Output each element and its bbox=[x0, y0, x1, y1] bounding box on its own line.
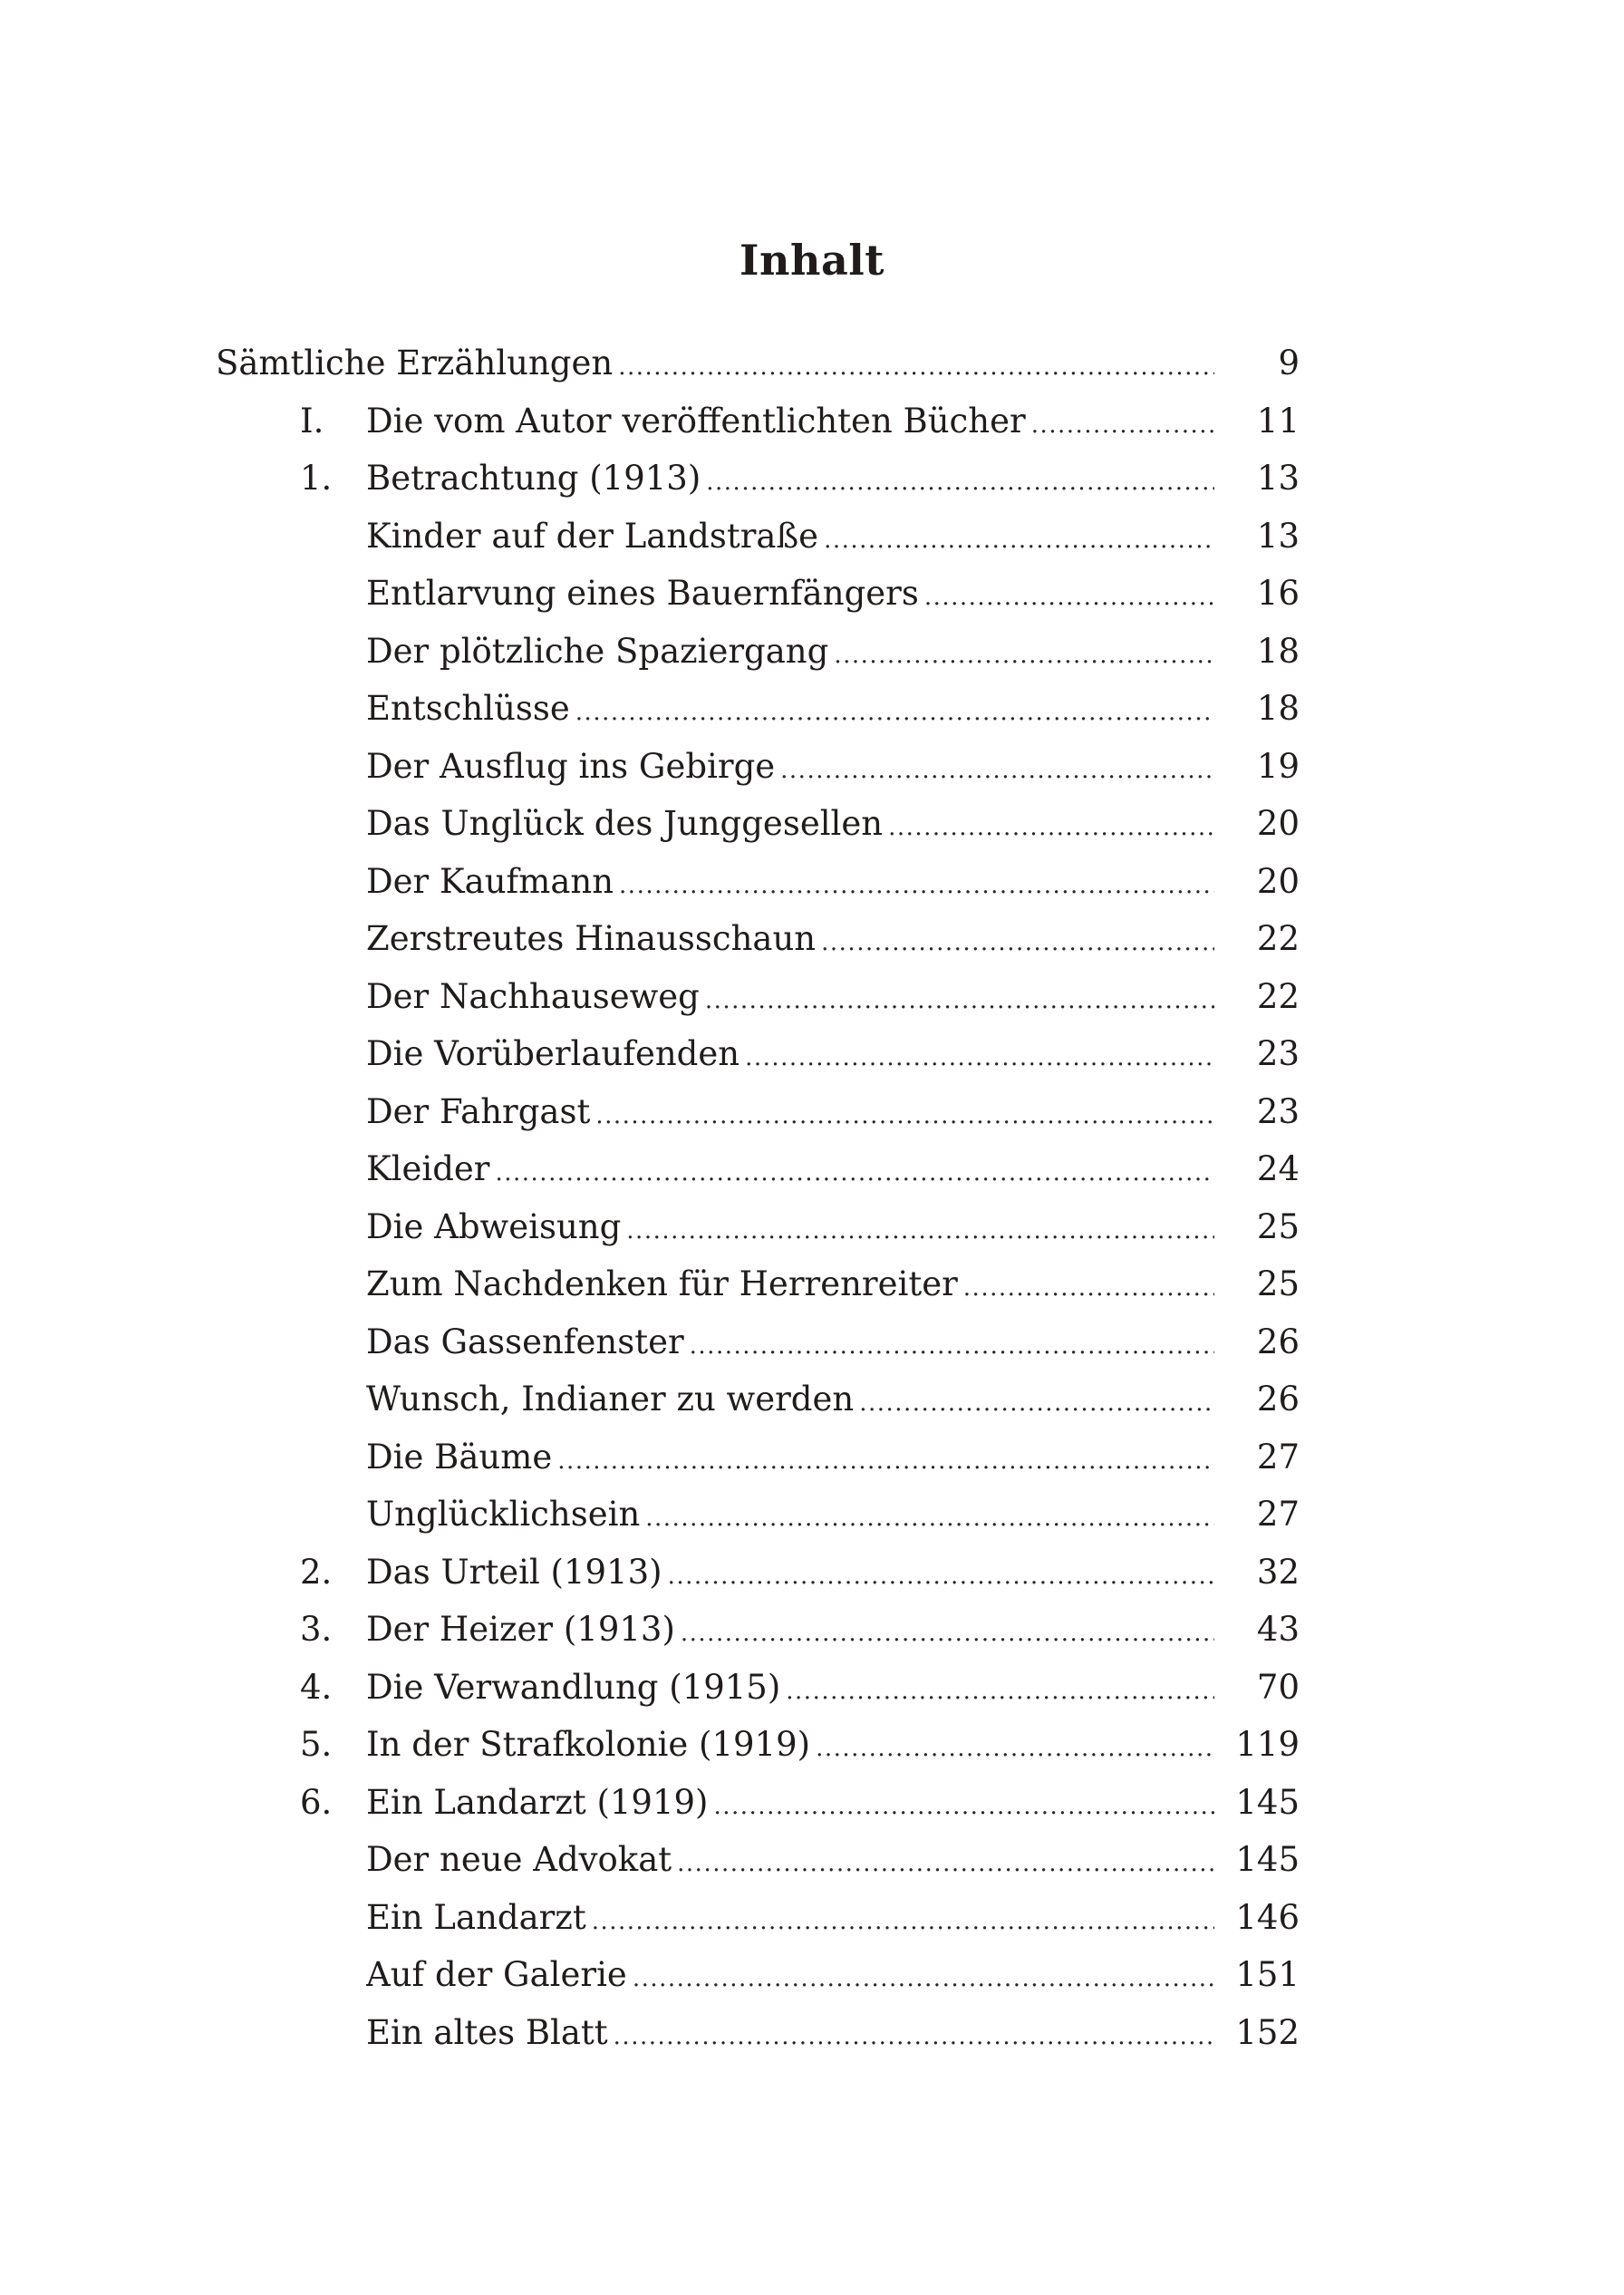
toc-entry-page-number: 27 bbox=[1256, 1495, 1300, 1534]
dot-leader bbox=[834, 633, 1214, 678]
toc-entry-page-number: 13 bbox=[1256, 459, 1300, 498]
dot-leader bbox=[668, 1554, 1214, 1599]
toc-entry[interactable] bbox=[0, 1600, 1624, 1658]
toc-entry-label: Kinder auf der Landstraße bbox=[366, 516, 819, 556]
toc-entry-page-number: 25 bbox=[1256, 1264, 1300, 1303]
dot-leader bbox=[645, 1496, 1214, 1541]
toc-entry-line bbox=[366, 916, 1214, 965]
toc-entry-line bbox=[366, 1205, 1214, 1254]
dot-leader bbox=[495, 1150, 1214, 1196]
toc-entry-number: 6. bbox=[300, 1782, 333, 1822]
toc-entry-label: Die vom Autor veröffentlichten Bücher bbox=[366, 401, 1026, 441]
toc-entry-page-number: 16 bbox=[1256, 574, 1300, 613]
dot-leader bbox=[821, 920, 1214, 965]
toc-entry-line bbox=[366, 686, 1214, 735]
toc-entry-line bbox=[366, 1550, 1214, 1599]
toc-entry[interactable] bbox=[0, 1658, 1624, 1716]
dot-leader bbox=[713, 1784, 1214, 1829]
toc-entry[interactable] bbox=[0, 679, 1624, 737]
toc-entry-page-number: 151 bbox=[1235, 1955, 1300, 1994]
toc-entry-label: Der Kaufmann bbox=[366, 861, 614, 901]
dot-leader bbox=[1031, 402, 1214, 448]
toc-entry-page-number: 19 bbox=[1256, 746, 1300, 786]
toc-entry[interactable] bbox=[0, 1773, 1624, 1831]
dot-leader bbox=[626, 1208, 1214, 1254]
toc-entry-label: Der plötzliche Spaziergang bbox=[366, 631, 829, 671]
toc-entry-label: Entschlüsse bbox=[366, 689, 570, 728]
toc-entry-page-number: 26 bbox=[1256, 1380, 1300, 1419]
toc-entry-label: Ein Landarzt (1919) bbox=[366, 1782, 709, 1822]
toc-entry-label: Der Heizer (1913) bbox=[366, 1610, 675, 1649]
toc-entry[interactable] bbox=[0, 794, 1624, 852]
toc-entry-page-number: 145 bbox=[1235, 1840, 1300, 1879]
dot-leader bbox=[618, 344, 1214, 390]
toc-entry[interactable] bbox=[0, 967, 1624, 1025]
dot-leader bbox=[780, 748, 1214, 793]
toc-entry-line bbox=[366, 1089, 1214, 1138]
toc-entry-page-number: 152 bbox=[1235, 2012, 1300, 2052]
toc-entry[interactable] bbox=[0, 909, 1624, 967]
table-of-contents bbox=[0, 334, 1624, 2060]
toc-entry-line bbox=[366, 1031, 1214, 1080]
toc-entry-number: 3. bbox=[300, 1610, 333, 1649]
toc-entry-label: Der Fahrgast bbox=[366, 1091, 591, 1131]
toc-entry-label: In der Strafkolonie (1919) bbox=[366, 1725, 811, 1764]
toc-entry-page-number: 27 bbox=[1256, 1437, 1300, 1477]
toc-entry-line bbox=[216, 341, 1214, 390]
toc-entry-line bbox=[366, 1837, 1214, 1886]
toc-entry-label: Entlarvung eines Bauernfängers bbox=[366, 574, 919, 613]
toc-entry-page-number: 25 bbox=[1256, 1206, 1300, 1246]
toc-entry-line bbox=[366, 744, 1214, 793]
toc-entry[interactable] bbox=[0, 1485, 1624, 1543]
toc-entry[interactable] bbox=[0, 2003, 1624, 2061]
toc-entry-line bbox=[366, 1492, 1214, 1541]
toc-entry-page-number: 23 bbox=[1256, 1091, 1300, 1131]
toc-entry[interactable] bbox=[0, 1139, 1624, 1197]
toc-entry[interactable] bbox=[0, 852, 1624, 910]
toc-entry-page-number: 119 bbox=[1235, 1725, 1300, 1764]
toc-entry-line bbox=[366, 801, 1214, 850]
toc-entry-line bbox=[366, 1320, 1214, 1369]
toc-entry[interactable] bbox=[0, 1543, 1624, 1601]
dot-leader bbox=[557, 1438, 1214, 1484]
toc-entry-label: Die Abweisung bbox=[366, 1206, 622, 1246]
toc-entry-line bbox=[366, 974, 1214, 1023]
toc-entry-page-number: 9 bbox=[1278, 344, 1300, 382]
toc-entry-page-number: 20 bbox=[1256, 804, 1300, 843]
dot-leader bbox=[592, 1899, 1214, 1944]
toc-entry-label: Die Vorüberlaufenden bbox=[366, 1034, 740, 1073]
toc-entry-page-number: 18 bbox=[1256, 631, 1300, 671]
toc-entry-number: 5. bbox=[300, 1725, 333, 1764]
toc-entry-line bbox=[366, 456, 1214, 505]
dot-leader bbox=[575, 690, 1214, 735]
toc-entry-number: 4. bbox=[300, 1667, 333, 1707]
toc-entry-label: Auf der Galerie bbox=[366, 1955, 627, 1994]
dot-leader bbox=[677, 1841, 1214, 1886]
toc-entry[interactable] bbox=[0, 1370, 1624, 1428]
toc-entry-number: 2. bbox=[300, 1552, 333, 1592]
toc-entry-line bbox=[366, 1607, 1214, 1656]
toc-entry-label: Der neue Advokat bbox=[366, 1840, 672, 1879]
toc-entry-number: I. bbox=[300, 401, 324, 441]
dot-leader bbox=[745, 1035, 1214, 1080]
dot-leader bbox=[681, 1611, 1214, 1656]
dot-leader bbox=[924, 575, 1214, 620]
toc-entry-label: Das Gassenfenster bbox=[366, 1322, 684, 1361]
dot-leader bbox=[859, 1380, 1214, 1426]
toc-entry-page-number: 20 bbox=[1256, 861, 1300, 901]
toc-entry-page-number: 26 bbox=[1256, 1322, 1300, 1361]
toc-entry[interactable] bbox=[0, 1428, 1624, 1486]
dot-leader bbox=[963, 1265, 1214, 1311]
toc-entry-page-number: 22 bbox=[1256, 919, 1300, 958]
dot-leader bbox=[633, 1956, 1214, 2001]
toc-entry-label: Der Ausflug ins Gebirge bbox=[366, 746, 776, 786]
toc-entry[interactable] bbox=[0, 1888, 1624, 1946]
toc-entry[interactable] bbox=[0, 1945, 1624, 2003]
toc-entry-number: 1. bbox=[300, 459, 333, 498]
dot-leader bbox=[786, 1669, 1214, 1714]
toc-entry-label: Betrachtung (1913) bbox=[366, 459, 701, 498]
toc-entry-line bbox=[366, 1262, 1214, 1311]
toc-entry[interactable] bbox=[0, 1830, 1624, 1888]
toc-entry-page-number: 146 bbox=[1235, 1897, 1300, 1937]
dot-leader bbox=[706, 460, 1214, 505]
toc-entry[interactable] bbox=[0, 622, 1624, 680]
dot-leader bbox=[595, 1093, 1214, 1138]
toc-entry-label: Unglücklichsein bbox=[366, 1495, 641, 1534]
dot-leader bbox=[816, 1726, 1214, 1771]
toc-entry-label: Wunsch, Indianer zu werden bbox=[366, 1380, 855, 1419]
toc-entry[interactable] bbox=[0, 507, 1624, 565]
toc-entry-line bbox=[366, 1435, 1214, 1484]
toc-entry[interactable] bbox=[0, 392, 1624, 450]
toc-entry-label: Das Urteil (1913) bbox=[366, 1552, 662, 1592]
toc-entry-page-number: 32 bbox=[1256, 1552, 1300, 1592]
toc-entry-line bbox=[366, 1895, 1214, 1944]
toc-entry-line bbox=[366, 1780, 1214, 1829]
toc-entry[interactable] bbox=[0, 1254, 1624, 1312]
toc-entry-line bbox=[366, 1952, 1214, 2001]
toc-entry-page-number: 70 bbox=[1256, 1667, 1300, 1707]
dot-leader bbox=[888, 805, 1214, 850]
toc-entry-line bbox=[366, 399, 1214, 448]
toc-entry[interactable] bbox=[0, 1024, 1624, 1082]
toc-entry-line bbox=[366, 514, 1214, 563]
toc-entry[interactable] bbox=[0, 1082, 1624, 1140]
page-title: Inhalt bbox=[740, 235, 884, 285]
toc-entry-label: Das Unglück des Junggesellen bbox=[366, 804, 884, 843]
toc-entry-page-number: 43 bbox=[1256, 1610, 1300, 1649]
toc-entry-label: Die Verwandlung (1915) bbox=[366, 1667, 781, 1707]
toc-entry-page-number: 23 bbox=[1256, 1034, 1300, 1073]
toc-entry[interactable] bbox=[0, 564, 1624, 622]
toc-entry-page-number: 13 bbox=[1256, 516, 1300, 556]
toc-entry[interactable] bbox=[0, 1197, 1624, 1255]
toc-entry-label: Die Bäume bbox=[366, 1437, 553, 1477]
toc-entry-line bbox=[366, 1147, 1214, 1196]
toc-entry-label: Sämtliche Erzählungen bbox=[216, 344, 614, 382]
toc-entry-line bbox=[366, 1377, 1214, 1426]
toc-entry-label: Kleider bbox=[366, 1149, 490, 1188]
toc-entry-line bbox=[366, 2010, 1214, 2059]
toc-entry-label: Ein altes Blatt bbox=[366, 2012, 608, 2052]
toc-entry[interactable] bbox=[0, 737, 1624, 795]
dot-leader bbox=[705, 978, 1214, 1023]
toc-entry[interactable] bbox=[0, 1312, 1624, 1370]
dot-leader bbox=[824, 518, 1214, 563]
toc-entry-label: Zerstreutes Hinausschaun bbox=[366, 919, 817, 958]
toc-entry-line bbox=[366, 859, 1214, 908]
toc-entry[interactable] bbox=[0, 449, 1624, 507]
toc-entry-page-number: 18 bbox=[1256, 689, 1300, 728]
toc-entry-page-number: 11 bbox=[1256, 401, 1300, 441]
toc-entry[interactable] bbox=[0, 334, 1624, 392]
toc-entry-line bbox=[366, 1722, 1214, 1771]
toc-entry[interactable] bbox=[0, 1715, 1624, 1773]
toc-entry-label: Ein Landarzt bbox=[366, 1897, 586, 1937]
toc-entry-page-number: 145 bbox=[1235, 1782, 1300, 1822]
dot-leader bbox=[690, 1323, 1214, 1369]
toc-entry-label: Zum Nachdenken für Herrenreiter bbox=[366, 1264, 958, 1303]
dot-leader bbox=[614, 2014, 1214, 2059]
toc-entry-label: Der Nachhauseweg bbox=[366, 976, 700, 1016]
toc-entry-page-number: 22 bbox=[1256, 976, 1300, 1016]
toc-entry-line bbox=[366, 1665, 1214, 1714]
dot-leader bbox=[619, 863, 1214, 908]
toc-entry-line bbox=[366, 629, 1214, 678]
toc-entry-line bbox=[366, 571, 1214, 620]
toc-entry-page-number: 24 bbox=[1256, 1149, 1300, 1188]
